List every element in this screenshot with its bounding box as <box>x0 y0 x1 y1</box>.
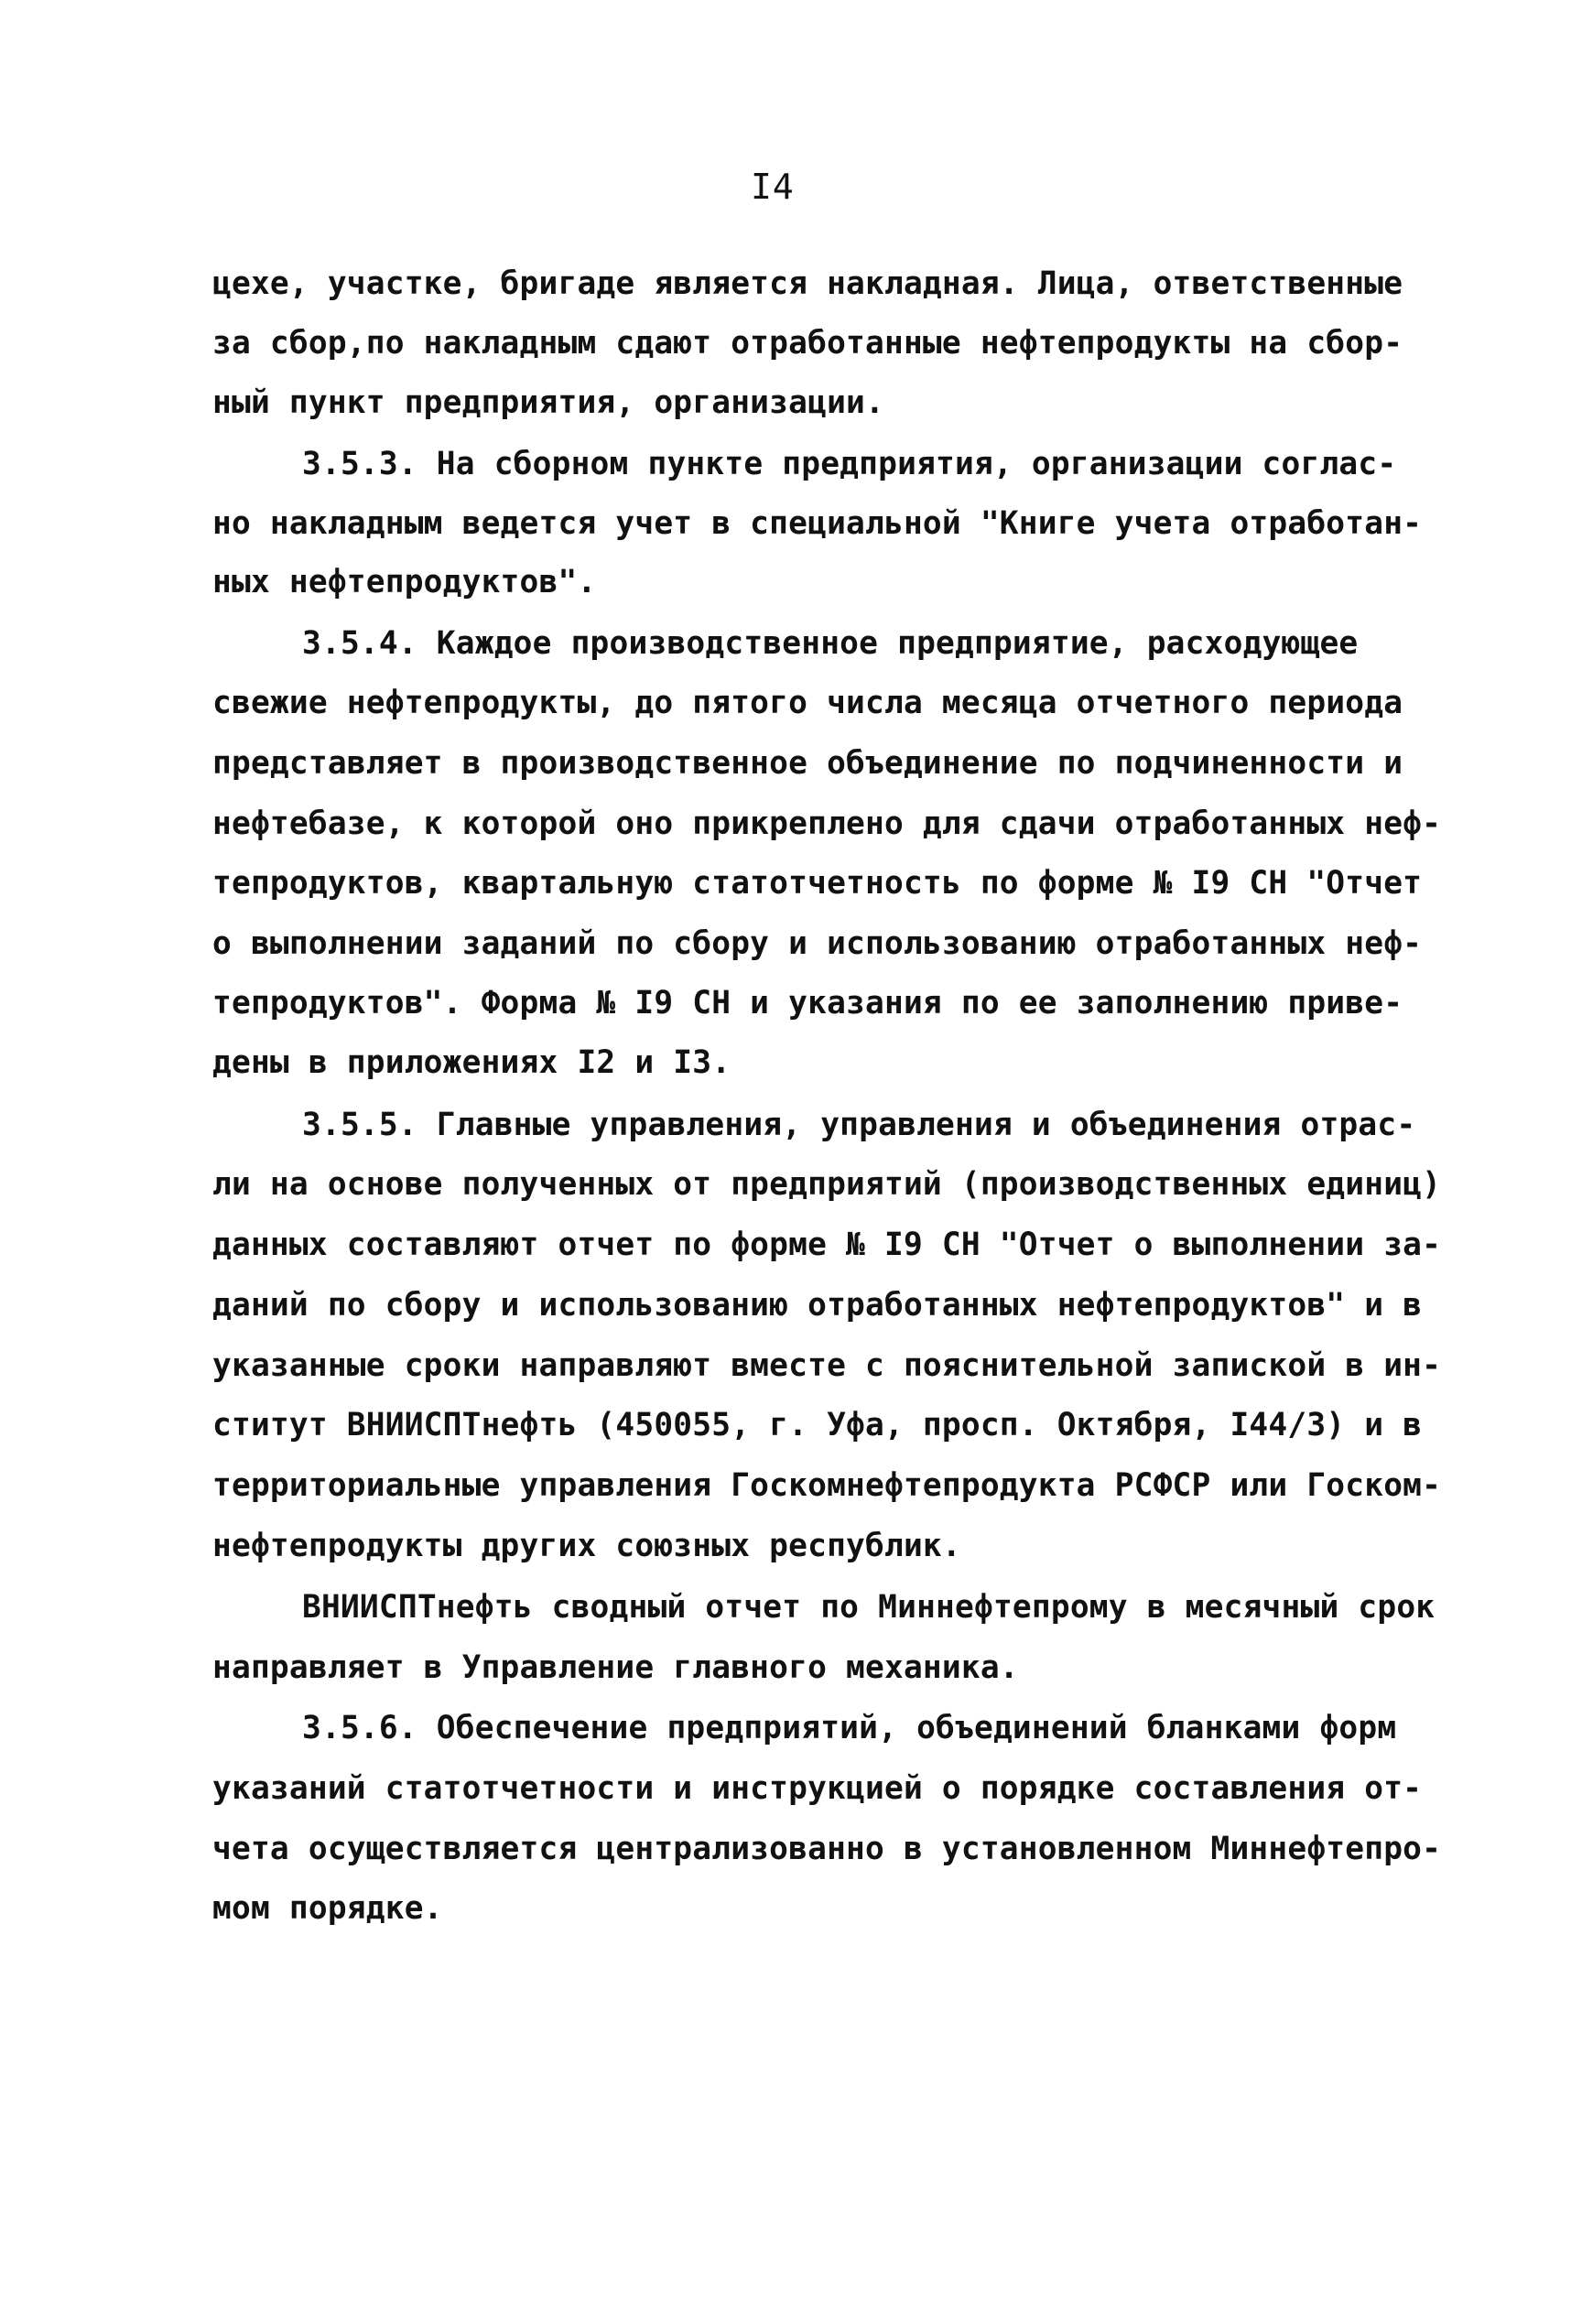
text-line: о выполнении заданий по сбору и использованию отработанных неф- <box>212 925 1423 962</box>
page-number: I4 <box>751 167 795 207</box>
text-line: 3.5.4. Каждое производственное предприятие, расходующее <box>302 625 1359 662</box>
text-line: но накладным ведется учет в специальной "Книге учета отработан- <box>212 505 1423 542</box>
text-line: ститут ВНИИСПТнефть (450055, г. Уфа, просп. Октября, I44/3) и в <box>212 1407 1423 1443</box>
text-line: нефтепродукты других союзных республик. <box>212 1528 961 1564</box>
text-line: данных составляют отчет по форме № I9 СН "Отчет о выполнении за- <box>212 1227 1442 1263</box>
text-line: указаний статотчетности и инструкцией о порядке составления от- <box>212 1770 1423 1807</box>
text-line: 3.5.6. Обеспечение предприятий, объединений бланками форм <box>302 1710 1397 1746</box>
text-line: 3.5.5. Главные управления, управления и объединения отрас- <box>302 1107 1416 1143</box>
text-line: нефтебазе, к которой оно прикреплено для сдачи отработанных неф- <box>212 805 1442 842</box>
text-line: даний по сбору и использованию отработанных нефтепродуктов" и в <box>212 1287 1423 1324</box>
text-line: 3.5.3. На сборном пункте предприятия, организации соглас- <box>302 446 1397 482</box>
text-line: тепродуктов". Форма № I9 СН и указания по ее заполнению приве- <box>212 985 1403 1021</box>
text-line: чета осуществляется централизованно в установленном Миннефтепро- <box>212 1831 1442 1867</box>
text-line: ный пункт предприятия, организации. <box>212 384 884 421</box>
text-line: указанные сроки направляют вместе с пояснительной запиской в ин- <box>212 1347 1442 1384</box>
text-line: территориальные управления Госкомнефтепродукта РСФСР или Госком- <box>212 1467 1442 1504</box>
text-line: свежие нефтепродукты, до пятого числа месяца отчетного периода <box>212 685 1403 721</box>
text-line: ли на основе полученных от предприятий (производственных единиц) <box>212 1166 1442 1203</box>
text-line: за сбор,по накладным сдают отработанные нефтепродукты на сбор- <box>212 325 1403 362</box>
text-line: дены в приложениях I2 и I3. <box>212 1044 731 1081</box>
text-line: ВНИИСПТнефть сводный отчет по Миннефтепрому в месячный срок <box>302 1589 1436 1626</box>
text-line: тепродуктов, квартальную статотчетность по форме № I9 СН "Отчет <box>212 865 1423 902</box>
text-line: направляет в Управление главного механика. <box>212 1649 1019 1686</box>
text-line: цехе, участке, бригаде является накладная. Лица, ответственные <box>212 265 1403 302</box>
text-line: мом порядке. <box>212 1890 443 1927</box>
text-line: ных нефтепродуктов". <box>212 564 597 600</box>
text-line: представляет в производственное объединение по подчиненности и <box>212 745 1403 782</box>
